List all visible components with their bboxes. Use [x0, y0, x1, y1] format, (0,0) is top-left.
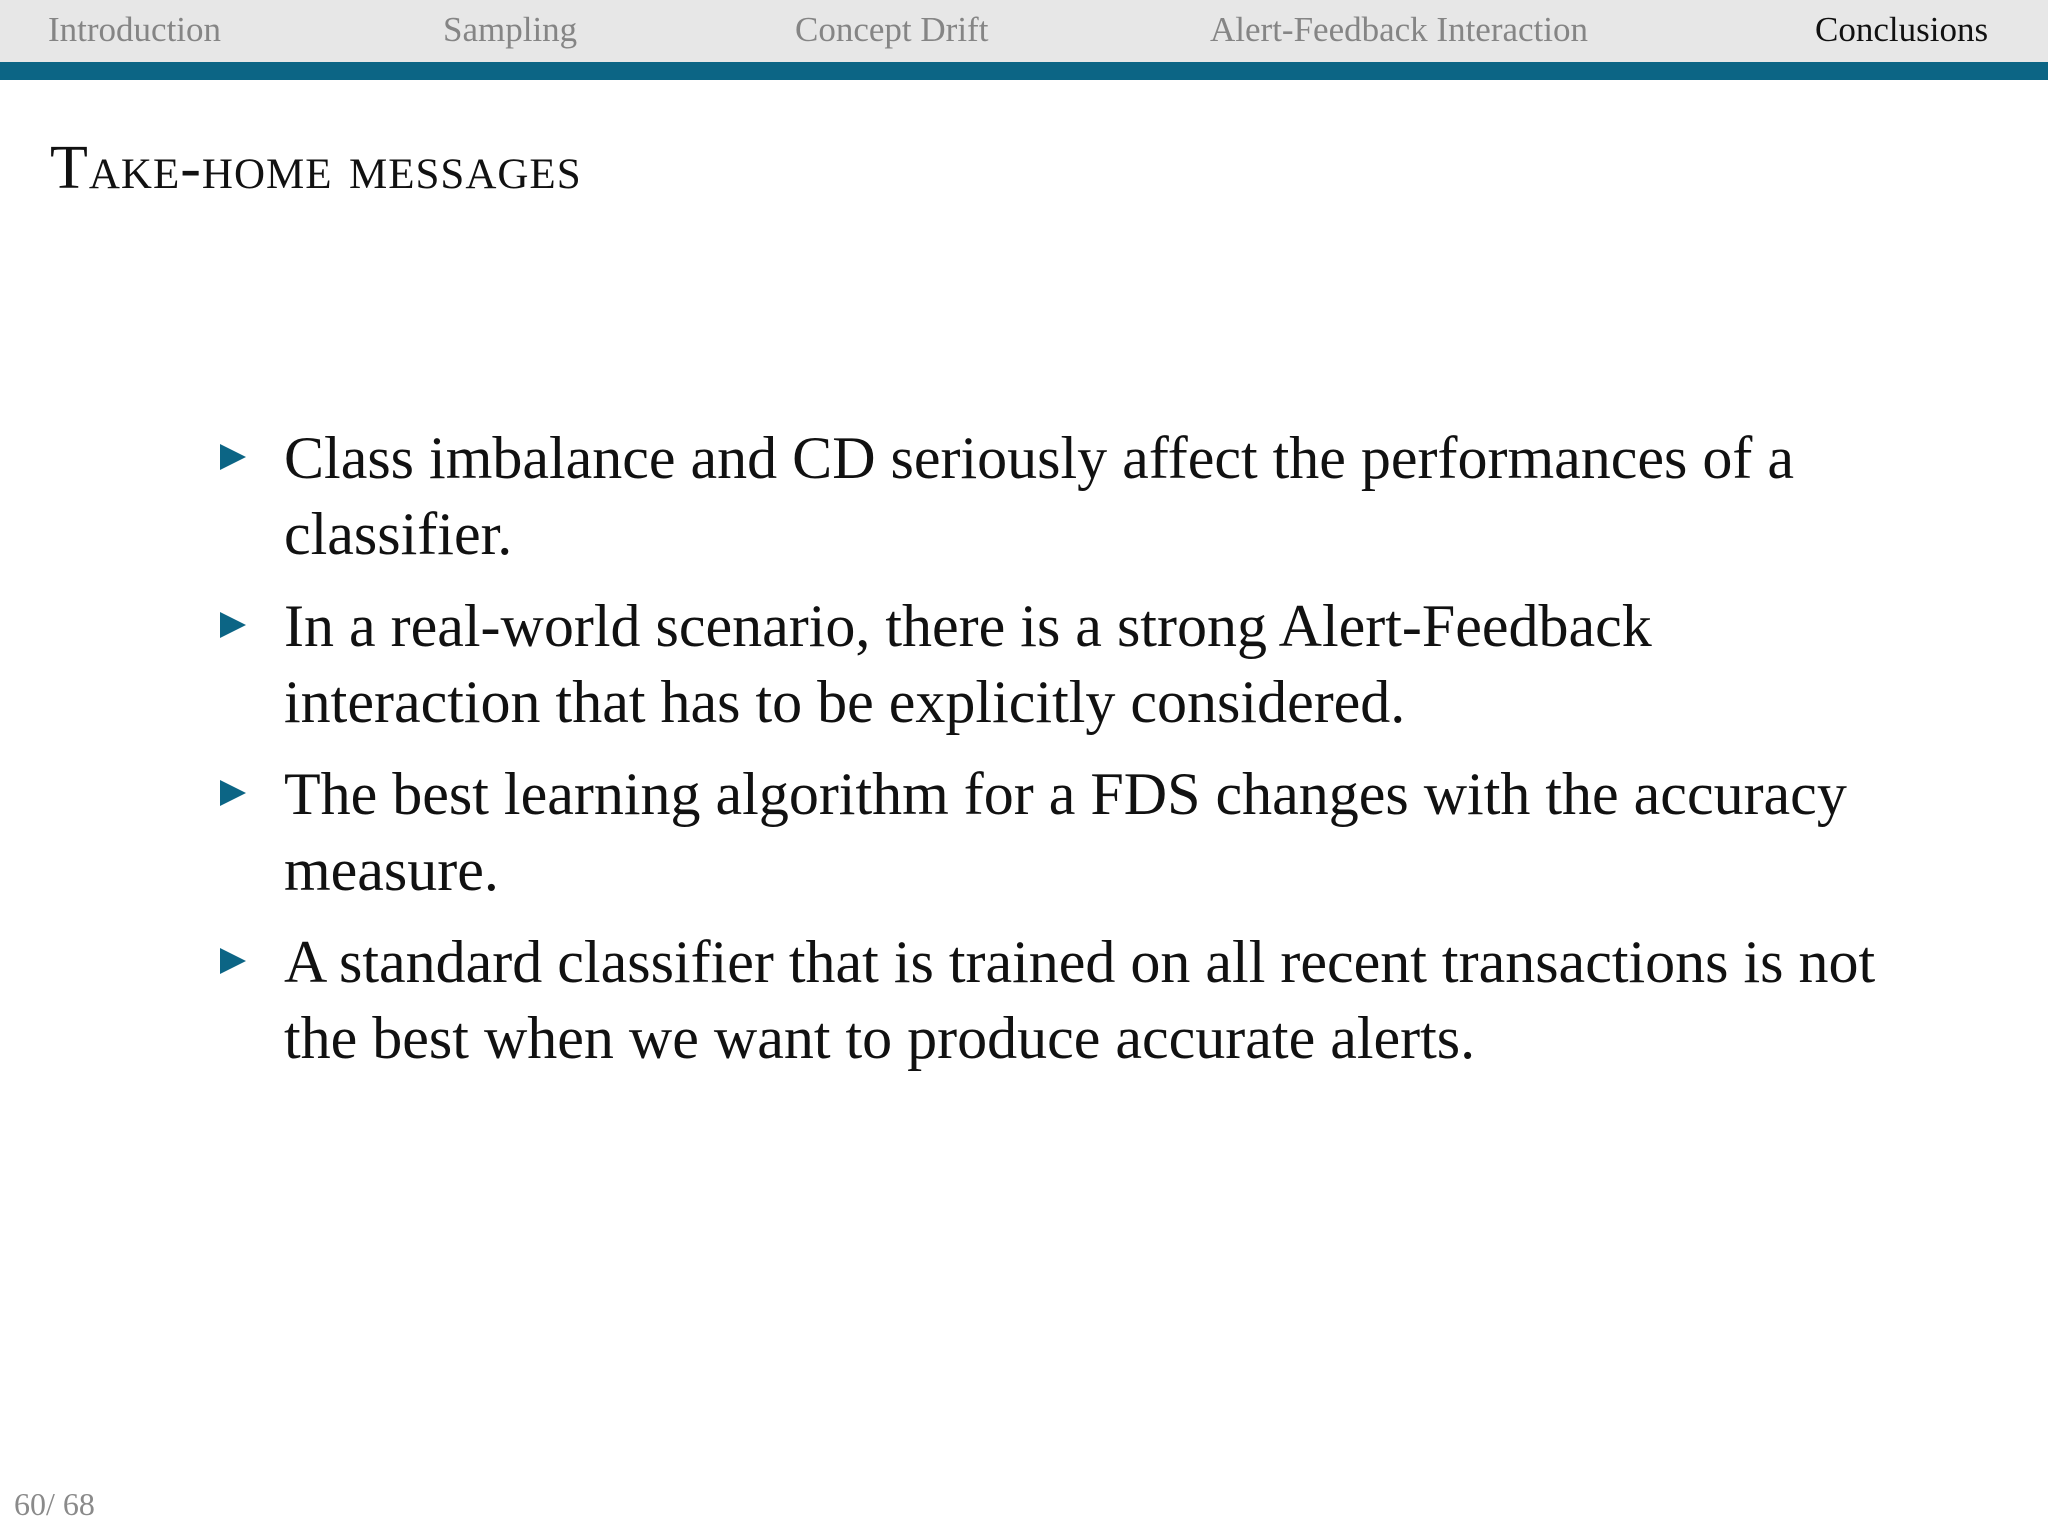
bullet-item — [220, 588, 1900, 740]
triangle-right-icon — [220, 780, 246, 806]
bullet-text: A standard classifier that is trained on all recent transactions is not the best when we want to produce accurate alerts. — [284, 929, 1876, 1071]
bullet-list — [220, 420, 1900, 1092]
nav-item-concept-drift[interactable]: Concept Drift — [795, 10, 989, 49]
bullet-text: Class imbalance and CD seriously affect the performances of a classifier. — [284, 425, 1795, 567]
nav-item-sampling[interactable]: Sampling — [443, 10, 578, 49]
section-navbar — [0, 0, 2048, 62]
triangle-right-icon — [220, 444, 246, 470]
bullet-text: The best learning algorithm for a FDS changes with the accuracy measure. — [284, 761, 1847, 903]
nav-item-alert-feedback-interaction[interactable]: Alert-Feedback Interaction — [1210, 10, 1589, 49]
header-divider — [0, 62, 2048, 80]
triangle-right-icon — [220, 948, 246, 974]
page-counter: 60/ 68 — [14, 1486, 95, 1522]
nav-item-introduction[interactable]: Introduction — [48, 10, 222, 49]
nav-item-conclusions[interactable]: Conclusions — [1815, 10, 1989, 49]
bullet-item — [220, 756, 1900, 908]
bullet-item — [220, 924, 1900, 1076]
triangle-right-icon — [220, 612, 246, 638]
bullet-text: In a real-world scenario, there is a strong Alert-Feedback interaction that has to be explicitly considered. — [284, 593, 1652, 735]
bullet-item — [220, 420, 1900, 572]
slide-title: Take-home messages — [50, 134, 582, 202]
